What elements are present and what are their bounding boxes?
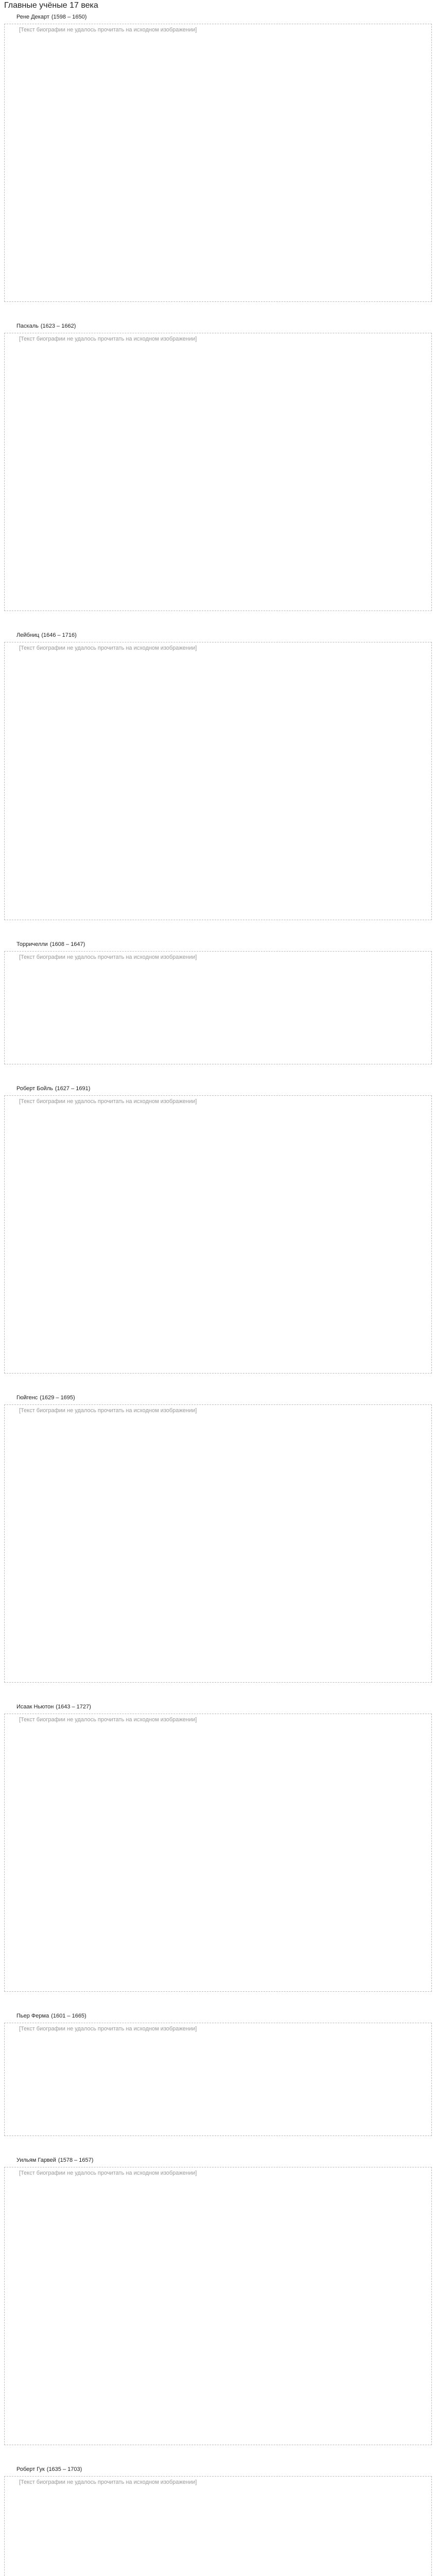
- scientist-heading: [16, 1703, 432, 1710]
- biography-placeholder: [Текст биографии не удалось прочитать на исходном изображении]: [4, 642, 432, 920]
- scientist-heading: [16, 2157, 432, 2164]
- scientist-years: (1646 – 1716): [41, 632, 77, 638]
- biography-placeholder: [Текст биографии не удалось прочитать на исходном изображении]: [4, 24, 432, 302]
- scientist-name: Гюйгенс: [16, 1395, 38, 1401]
- scientist-body: [4, 2476, 432, 2576]
- biography-placeholder: [Текст биографии не удалось прочитать на исходном изображении]: [4, 1404, 432, 1683]
- biography-placeholder: [Текст биографии не удалось прочитать на исходном изображении]: [4, 1714, 432, 1992]
- scientist-heading: [16, 941, 432, 948]
- scientist-heading: [16, 323, 432, 330]
- biography-placeholder: [Текст биографии не удалось прочитать на исходном изображении]: [4, 1095, 432, 1374]
- scientist-boyle: [4, 1085, 432, 1374]
- scientist-body: [4, 642, 432, 920]
- scientist-name: Паскаль: [16, 323, 39, 329]
- biography-placeholder: [Текст биографии не удалось прочитать на исходном изображении]: [4, 2476, 432, 2576]
- scientist-years: (1598 – 1650): [51, 14, 87, 20]
- scientist-descartes: [4, 13, 432, 302]
- scientist-fermat: [4, 2012, 432, 2136]
- scientist-name: Уильям Гарвей: [16, 2157, 56, 2163]
- scientist-pascal: [4, 323, 432, 611]
- scientist-body: [4, 1404, 432, 1683]
- biography-placeholder: [Текст биографии не удалось прочитать на исходном изображении]: [4, 951, 432, 1064]
- scientist-name: Роберт Бойль: [16, 1086, 53, 1092]
- scientist-name: Роберт Гук: [16, 2466, 45, 2472]
- scientist-body: [4, 951, 432, 1064]
- scientist-name: Пьер Ферма: [16, 2013, 49, 2019]
- scientist-heading: [16, 2012, 432, 2020]
- scientist-body: [4, 2167, 432, 2445]
- scientist-years: (1635 – 1703): [46, 2466, 82, 2472]
- scientist-heading: [16, 13, 432, 21]
- scientist-name: Торричелли: [16, 941, 48, 947]
- scientist-years: (1608 – 1647): [49, 941, 85, 947]
- scientist-name: Рене Декарт: [16, 14, 49, 20]
- scientist-name: Исаак Ньютон: [16, 1704, 54, 1710]
- scientist-newton: [4, 1703, 432, 1992]
- scientist-years: (1601 – 1665): [51, 2013, 86, 2019]
- scientist-years: (1643 – 1727): [56, 1704, 91, 1710]
- scientist-years: (1578 – 1657): [58, 2157, 94, 2163]
- scientist-name: Лейбниц: [16, 632, 40, 638]
- biography-placeholder: [Текст биографии не удалось прочитать на исходном изображении]: [4, 333, 432, 611]
- scientist-body: [4, 333, 432, 611]
- biography-placeholder: [Текст биографии не удалось прочитать на исходном изображении]: [4, 2167, 432, 2445]
- biography-placeholder: [Текст биографии не удалось прочитать на исходном изображении]: [4, 2023, 432, 2136]
- scientist-heading: [16, 2466, 432, 2473]
- scientist-years: (1627 – 1691): [55, 1086, 91, 1092]
- scientist-years: (1623 – 1662): [40, 323, 76, 329]
- scientist-body: [4, 1095, 432, 1374]
- scientist-hooke: [4, 2466, 432, 2576]
- scientist-heading: [16, 1085, 432, 1092]
- scientist-huygens: [4, 1394, 432, 1683]
- scientist-years: (1629 – 1695): [40, 1395, 75, 1401]
- scientist-torricelli: [4, 941, 432, 1064]
- scientist-leibniz: [4, 632, 432, 920]
- scientist-heading: [16, 1394, 432, 1401]
- scientist-body: [4, 24, 432, 302]
- scientist-heading: [16, 632, 432, 639]
- scientist-body: [4, 2023, 432, 2136]
- page-title: Главные учёные 17 века: [4, 1, 98, 10]
- scientist-body: [4, 1714, 432, 1992]
- scientist-harvey: [4, 2157, 432, 2445]
